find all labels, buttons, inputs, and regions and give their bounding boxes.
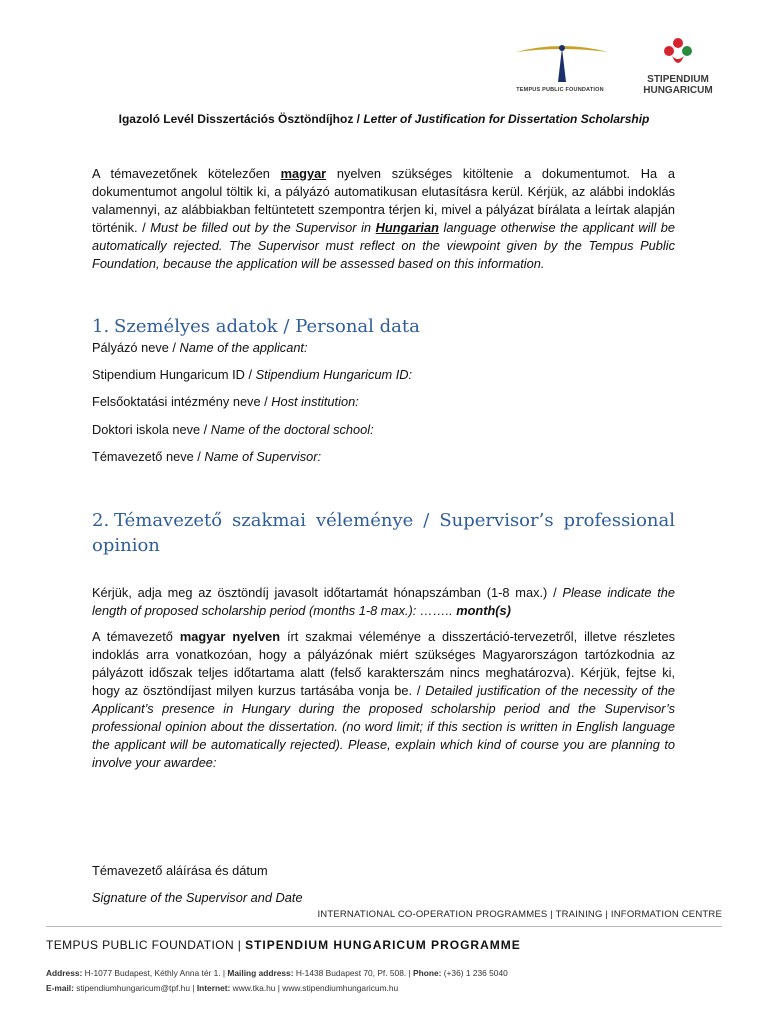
opinion-paragraph bbox=[92, 628, 675, 772]
intro-en-text-2: language otherwise the applicant will be automatically rejected. The Supervisor must reflect on the viewpoint given by the Tempus Public Foundation, because the application will be assessed based on this information. bbox=[92, 220, 675, 271]
stipendium-flower-icon bbox=[636, 36, 720, 72]
intro-hu-text-1: A témavezetőnek kötelezően bbox=[92, 166, 281, 181]
intro-en-text-1: Must be filled out by the Supervisor in bbox=[150, 220, 376, 235]
stipendium-hungaricum-logo bbox=[636, 36, 720, 98]
internet-label: Internet: bbox=[196, 983, 231, 993]
tempus-emblem-icon bbox=[512, 40, 612, 86]
mailing-label: Mailing address: bbox=[227, 968, 294, 978]
email-value[interactable]: stipendiumhungaricum@tpf.hu | bbox=[73, 983, 197, 993]
period-paragraph bbox=[92, 584, 675, 620]
footer-org-separator: | bbox=[234, 938, 246, 952]
title-hu: Igazoló Levél Disszertációs Ösztöndíjhoz bbox=[118, 112, 354, 126]
field-label-hu: Stipendium Hungaricum ID / bbox=[92, 367, 256, 382]
footer-address-line bbox=[46, 968, 508, 978]
mailing-value: H-1438 Budapest 70, Pf. 508. | bbox=[293, 968, 414, 978]
title-separator: / bbox=[353, 112, 364, 126]
footer-contact-line bbox=[46, 983, 398, 993]
field-label-en: Name of Supervisor: bbox=[204, 449, 322, 464]
intro-hu-emphasis: magyar bbox=[280, 166, 327, 181]
period-en-text: Please indicate the length of proposed scholarship period (months 1-8 max.): …….. bbox=[92, 585, 676, 618]
section-2-heading bbox=[92, 508, 675, 558]
section-1-heading bbox=[92, 314, 675, 339]
field-label-hu: Pályázó neve / bbox=[92, 340, 180, 355]
tempus-logo-text: TEMPUS PUBLIC FOUNDATION bbox=[516, 87, 604, 93]
document-title bbox=[0, 112, 768, 126]
signature-label-hu: Témavezető aláírása és dátum bbox=[92, 863, 268, 878]
stipendium-logo-line2: HUNGARICUM bbox=[643, 85, 713, 96]
opinion-hu-text-1: A témavezető bbox=[92, 629, 180, 644]
opinion-en-text: Detailed justification of the necessity of the Applicant’s presence in Hungary during the proposed scholarship period and the Supervisor’s professional opinion about the dissertation. (no word limit; if this section is written in English language the applicant will be automatically rejected). Please, explain which kind of course you are planning to involve your awardee: bbox=[92, 683, 676, 770]
email-label: E-mail: bbox=[46, 983, 74, 993]
section-2-number: 2. bbox=[92, 510, 110, 531]
address-label: Address: bbox=[46, 968, 83, 978]
field-host-institution bbox=[92, 393, 359, 411]
footer-org-name: TEMPUS PUBLIC FOUNDATION bbox=[46, 938, 235, 952]
signature-label-en bbox=[92, 889, 303, 907]
section-1-title: Személyes adatok / Personal data bbox=[114, 316, 420, 337]
field-label-hu: Doktori iskola neve / bbox=[92, 422, 211, 437]
field-sh-id bbox=[92, 366, 412, 384]
period-hu-text: Kérjük, adja meg az ösztöndíj javasolt időtartamát hónapszámban (1-8 max.) / bbox=[92, 585, 563, 600]
signature-en-text: Signature of the Supervisor and Date bbox=[92, 890, 303, 905]
section-2-title: Témavezető szakmai véleménye / Supervisor’s professional opinion bbox=[92, 510, 675, 556]
field-label-hu: Témavezető neve / bbox=[92, 449, 205, 464]
stipendium-logo-text bbox=[636, 74, 720, 96]
intro-hu-text-2: nyelven szükséges kitöltenie a dokumentumot. Ha a dokumentumot angolul töltik ki, a pályázó automatikusan elutasításra kerül. Kérjük, az alábbi indoklás valamennyi, az alábbiakban feltüntetett szempontra térjen ki, mivel a pályázat bírálata a leírtak alapján történik. / bbox=[92, 166, 675, 235]
field-label-en: Stipendium Hungaricum ID: bbox=[255, 367, 413, 382]
phone-value: (+36) 1 236 5040 bbox=[441, 968, 508, 978]
footer-program-name: STIPENDIUM HUNGARICUM PROGRAMME bbox=[245, 938, 521, 952]
field-label-en: Name of the applicant: bbox=[179, 340, 308, 355]
field-supervisor-name bbox=[92, 448, 321, 466]
tempus-logo bbox=[512, 40, 612, 98]
section-1-number: 1. bbox=[92, 316, 110, 337]
footer-divider bbox=[46, 926, 722, 927]
intro-en-emphasis: Hungarian bbox=[375, 220, 439, 235]
internet-value[interactable]: www.tka.hu | www.stipendiumhungaricum.hu bbox=[230, 983, 399, 993]
stipendium-logo-line1: STIPENDIUM bbox=[647, 74, 709, 85]
field-label-hu: Felsőoktatási intézmény neve / bbox=[92, 394, 272, 409]
phone-label: Phone: bbox=[413, 968, 442, 978]
opinion-hu-emphasis: magyar nyelven bbox=[179, 629, 281, 644]
field-label-en: Host institution: bbox=[271, 394, 359, 409]
footer-organization bbox=[46, 938, 521, 952]
field-applicant-name bbox=[92, 339, 308, 357]
footer-programmes: INTERNATIONAL CO-OPERATION PROGRAMMES | TRAINING | INFORMATION CENTRE bbox=[317, 909, 722, 920]
intro-paragraph bbox=[92, 165, 675, 273]
opinion-hu-text-2: írt szakmai véleménye a disszertáció-tervezetről, illetve részletes indoklás arra vonatkozóan, hogy a pályázónak miért szükséges Magyarországon tartózkodnia az pályázott időszak teljes időtartama alatt (felső karakterszám nincs meghatározva). Kérjük, fejtse ki, hogy az ösztöndíjast milyen kurzus tartásába vonja be. / bbox=[92, 629, 675, 698]
field-label-en: Name of the doctoral school: bbox=[210, 422, 374, 437]
title-en: Letter of Justification for Dissertation Scholarship bbox=[363, 112, 650, 126]
field-doctoral-school bbox=[92, 421, 374, 439]
period-unit: month(s) bbox=[456, 603, 511, 618]
address-value: H-1077 Budapest, Kéthly Anna tér 1. | bbox=[82, 968, 228, 978]
